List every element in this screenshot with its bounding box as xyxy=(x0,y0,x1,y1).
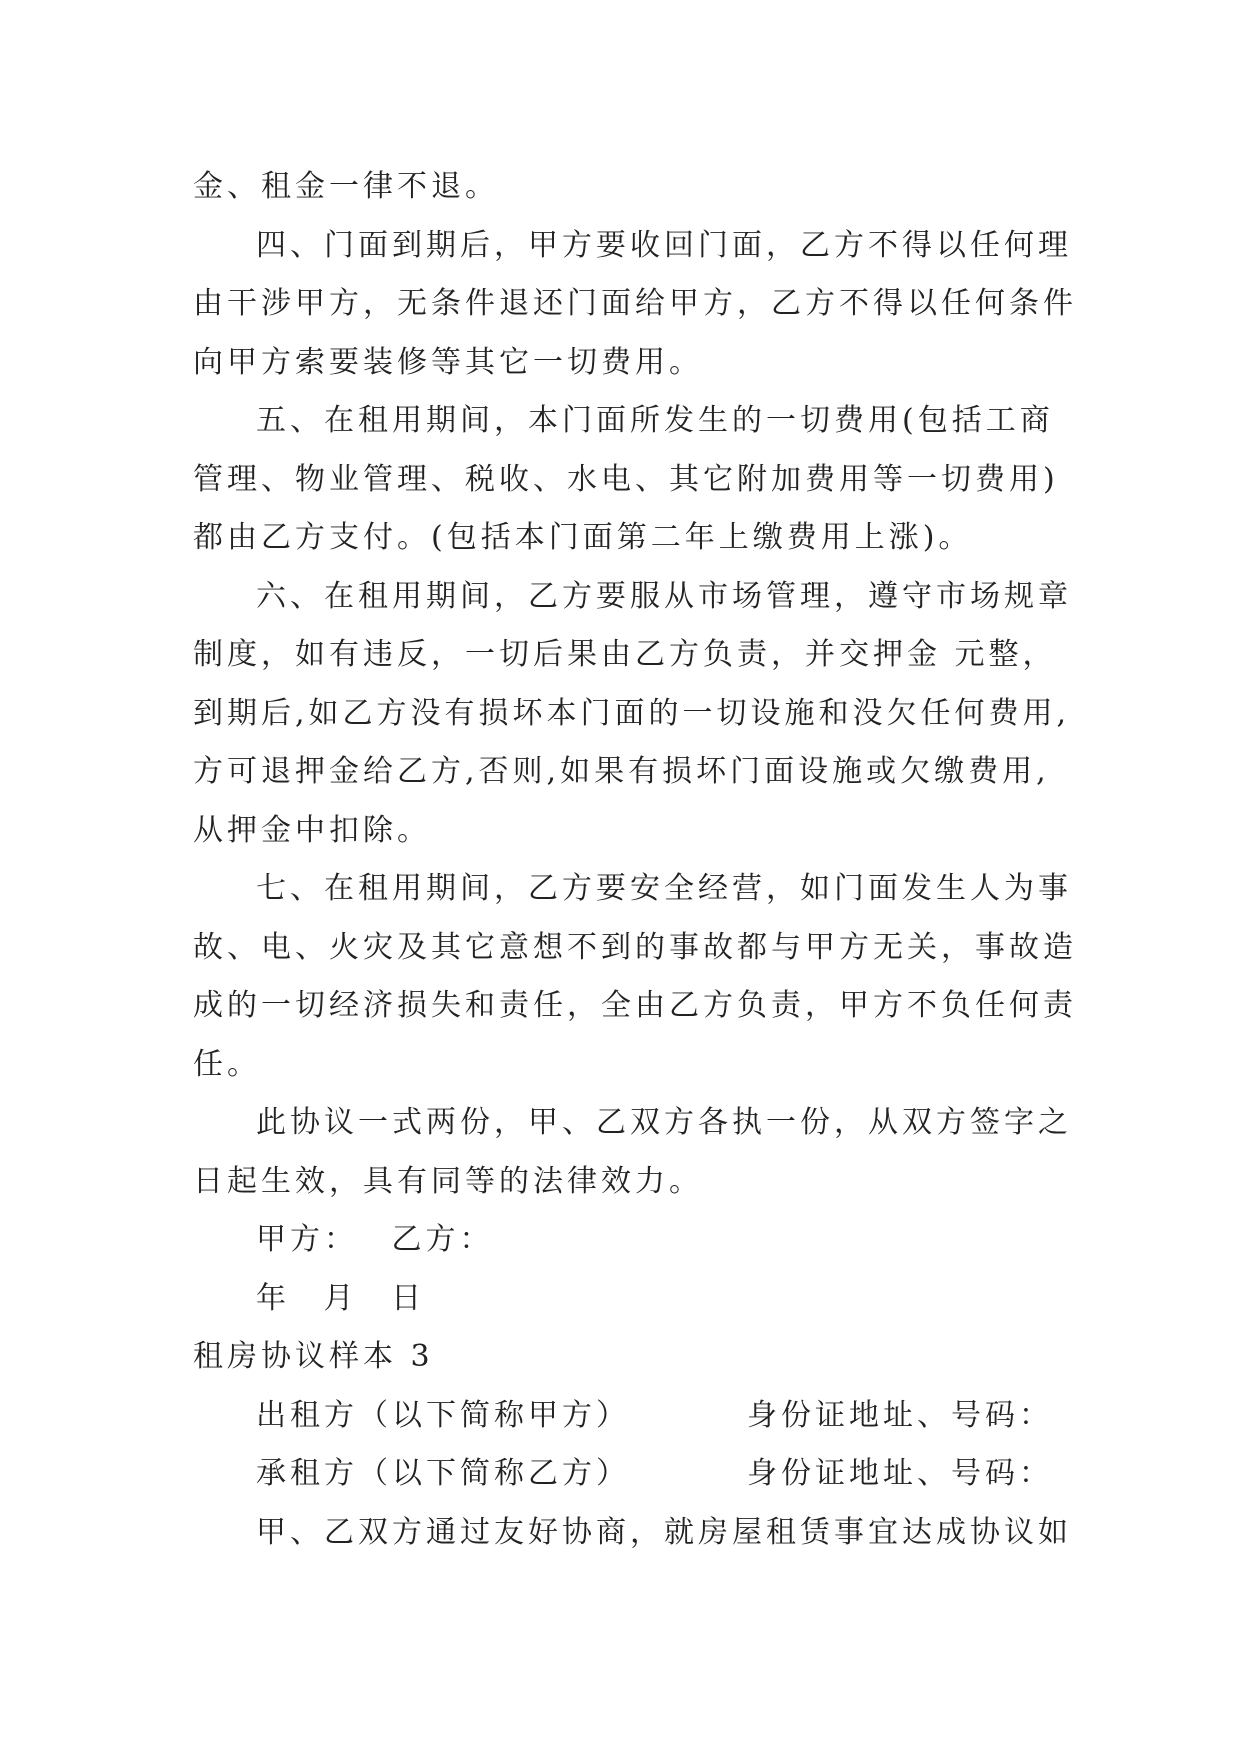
text-line: 七、在租用期间，乙方要安全经营，如门面发生人为事 xyxy=(256,871,1072,906)
text-line: 四、门面到期后，甲方要收回门面，乙方不得以任何理 xyxy=(256,227,1072,263)
text-line: 从押金中扣除。 xyxy=(193,812,431,848)
lessor-label: 出租方（以下简称甲方） xyxy=(256,1397,630,1433)
text-line: 到期后,如乙方没有损坏本门面的一切设施和没欠任何费用, xyxy=(193,695,1071,731)
text-line: 制度，如有违反，一切后果由乙方负责，并交押金 元整， xyxy=(193,637,1057,672)
lessee-label: 承租方（以下简称乙方） xyxy=(256,1456,630,1491)
text-line: 此协议一式两份，甲、乙双方各执一份，从双方签字之 xyxy=(256,1105,1072,1140)
text-line: 金、租金一律不退。 xyxy=(193,169,499,204)
text-line: 都由乙方支付。(包括本门面第二年上缴费用上涨)。 xyxy=(193,520,973,555)
date-line: 年 月 日 xyxy=(256,1280,426,1316)
party-b-signature-label: 乙方： xyxy=(391,1222,494,1257)
text-line: 日起生效，具有同等的法律效力。 xyxy=(193,1163,703,1199)
text-line: 甲、乙双方通过友好协商，就房屋租赁事宜达成协议如 xyxy=(256,1514,1072,1550)
lessee-id-label: 身份证地址、号码： xyxy=(747,1456,1053,1491)
text-line: 方可退押金给乙方,否则,如果有损坏门面设施或欠缴费用, xyxy=(193,754,1050,789)
signature-line xyxy=(193,1211,1053,1270)
document-body xyxy=(193,158,1077,1562)
lessee-row xyxy=(193,1445,1053,1504)
lessor-id-label: 身份证地址、号码： xyxy=(747,1397,1053,1433)
text-line: 向甲方索要装修等其它一切费用。 xyxy=(193,344,703,380)
party-a-signature-label: 甲方： xyxy=(256,1222,358,1257)
text-line: 由干涉甲方，无条件退还门面给甲方，乙方不得以任何条件 xyxy=(193,286,1077,321)
text-line: 故、电、火灾及其它意想不到的事故都与甲方无关，事故造 xyxy=(193,929,1077,965)
sample-title: 租房协议样本 3 xyxy=(193,1339,434,1374)
text-line: 五、在租用期间，本门面所发生的一切费用(包括工商 xyxy=(256,403,1054,438)
text-line: 成的一切经济损失和责任，全由乙方负责，甲方不负任何责 xyxy=(193,988,1077,1023)
lessor-row xyxy=(193,1387,1053,1446)
text-line: 管理、物业管理、税收、水电、其它附加费用等一切费用) xyxy=(193,461,1059,497)
text-line: 任。 xyxy=(193,1046,261,1082)
text-line: 六、在租用期间，乙方要服从市场管理，遵守市场规章 xyxy=(256,578,1072,614)
